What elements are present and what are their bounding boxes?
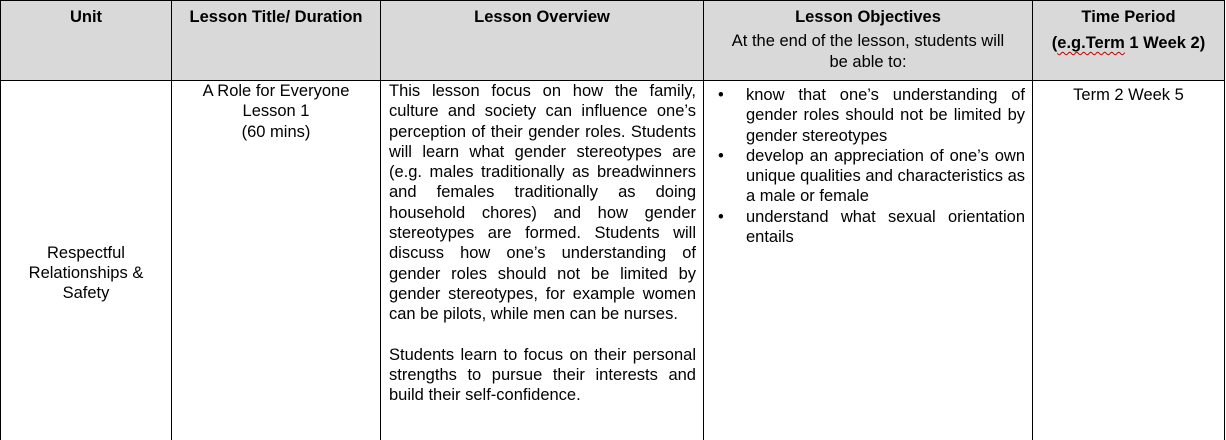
header-row [1,1,1225,81]
header-unit: Unit [1,1,172,81]
lesson-row [1,81,1225,440]
bullet-icon: • [718,146,724,165]
cell-lesson-title [172,81,381,440]
time-example-spellcheck-word: e.g.Term [1057,34,1125,52]
lesson-title-line: A Role for Everyone [202,82,350,100]
cell-lesson-objectives [704,81,1033,440]
header-objectives-title: Lesson Objectives [795,8,941,26]
header-lesson-objectives [704,1,1033,81]
unit-line: Respectful [47,243,125,262]
unit-line: Relationships & [28,263,144,282]
objective-text: know that one’s understanding of gender roles should not be limited by gender stereotypes [746,86,1025,145]
overview-paragraph: Students learn to focus on their personal strengths to pursue their interests and build their self-confidence. [389,345,696,405]
objectives-intro-line-1: At the end of the lesson, students will [731,32,1005,50]
lesson-duration-line: (60 mins) [241,122,311,141]
header-time-period [1033,1,1225,81]
cell-lesson-overview [381,81,704,440]
objectives-intro-line-2: be able to: [829,53,907,71]
header-lesson-title: Lesson Title/ Duration [172,1,381,81]
cell-unit [1,81,172,440]
objective-text: understand what sexual orientation entails [746,207,1025,247]
cell-time-period: Term 2 Week 5 [1033,81,1225,440]
header-objectives-intro [704,31,1032,73]
header-time-example [1033,32,1224,54]
time-example-suffix: 1 Week 2) [1124,34,1206,52]
unit-line: Safety [62,284,110,303]
objective-item [718,85,1025,146]
objective-item [718,207,1025,248]
bullet-icon: • [718,86,724,104]
overview-paragraph: This lesson focus on how the family, culture and society can influence one’s perception of their gender roles. Students will learn what gender stereotypes are (e.g. males traditionally as breadwinners and females traditionally as doing household chores) and how gender stereotypes are formed. Students will discuss how one’s understanding of gender roles should not be limited by gender stereotypes, for example women can be pilots, while men can be nurses. [389,82,696,324]
objectives-list [704,81,1032,247]
header-time-title: Time Period [1081,8,1176,26]
objective-item [718,146,1025,207]
time-example-prefix: ( [1051,34,1058,52]
objective-text: develop an appreciation of one’s own unique qualities and characteristics as a male or female [746,146,1025,206]
header-lesson-overview: Lesson Overview [381,1,704,81]
bullet-icon: • [718,207,724,226]
lesson-number-line: Lesson 1 [242,102,310,121]
